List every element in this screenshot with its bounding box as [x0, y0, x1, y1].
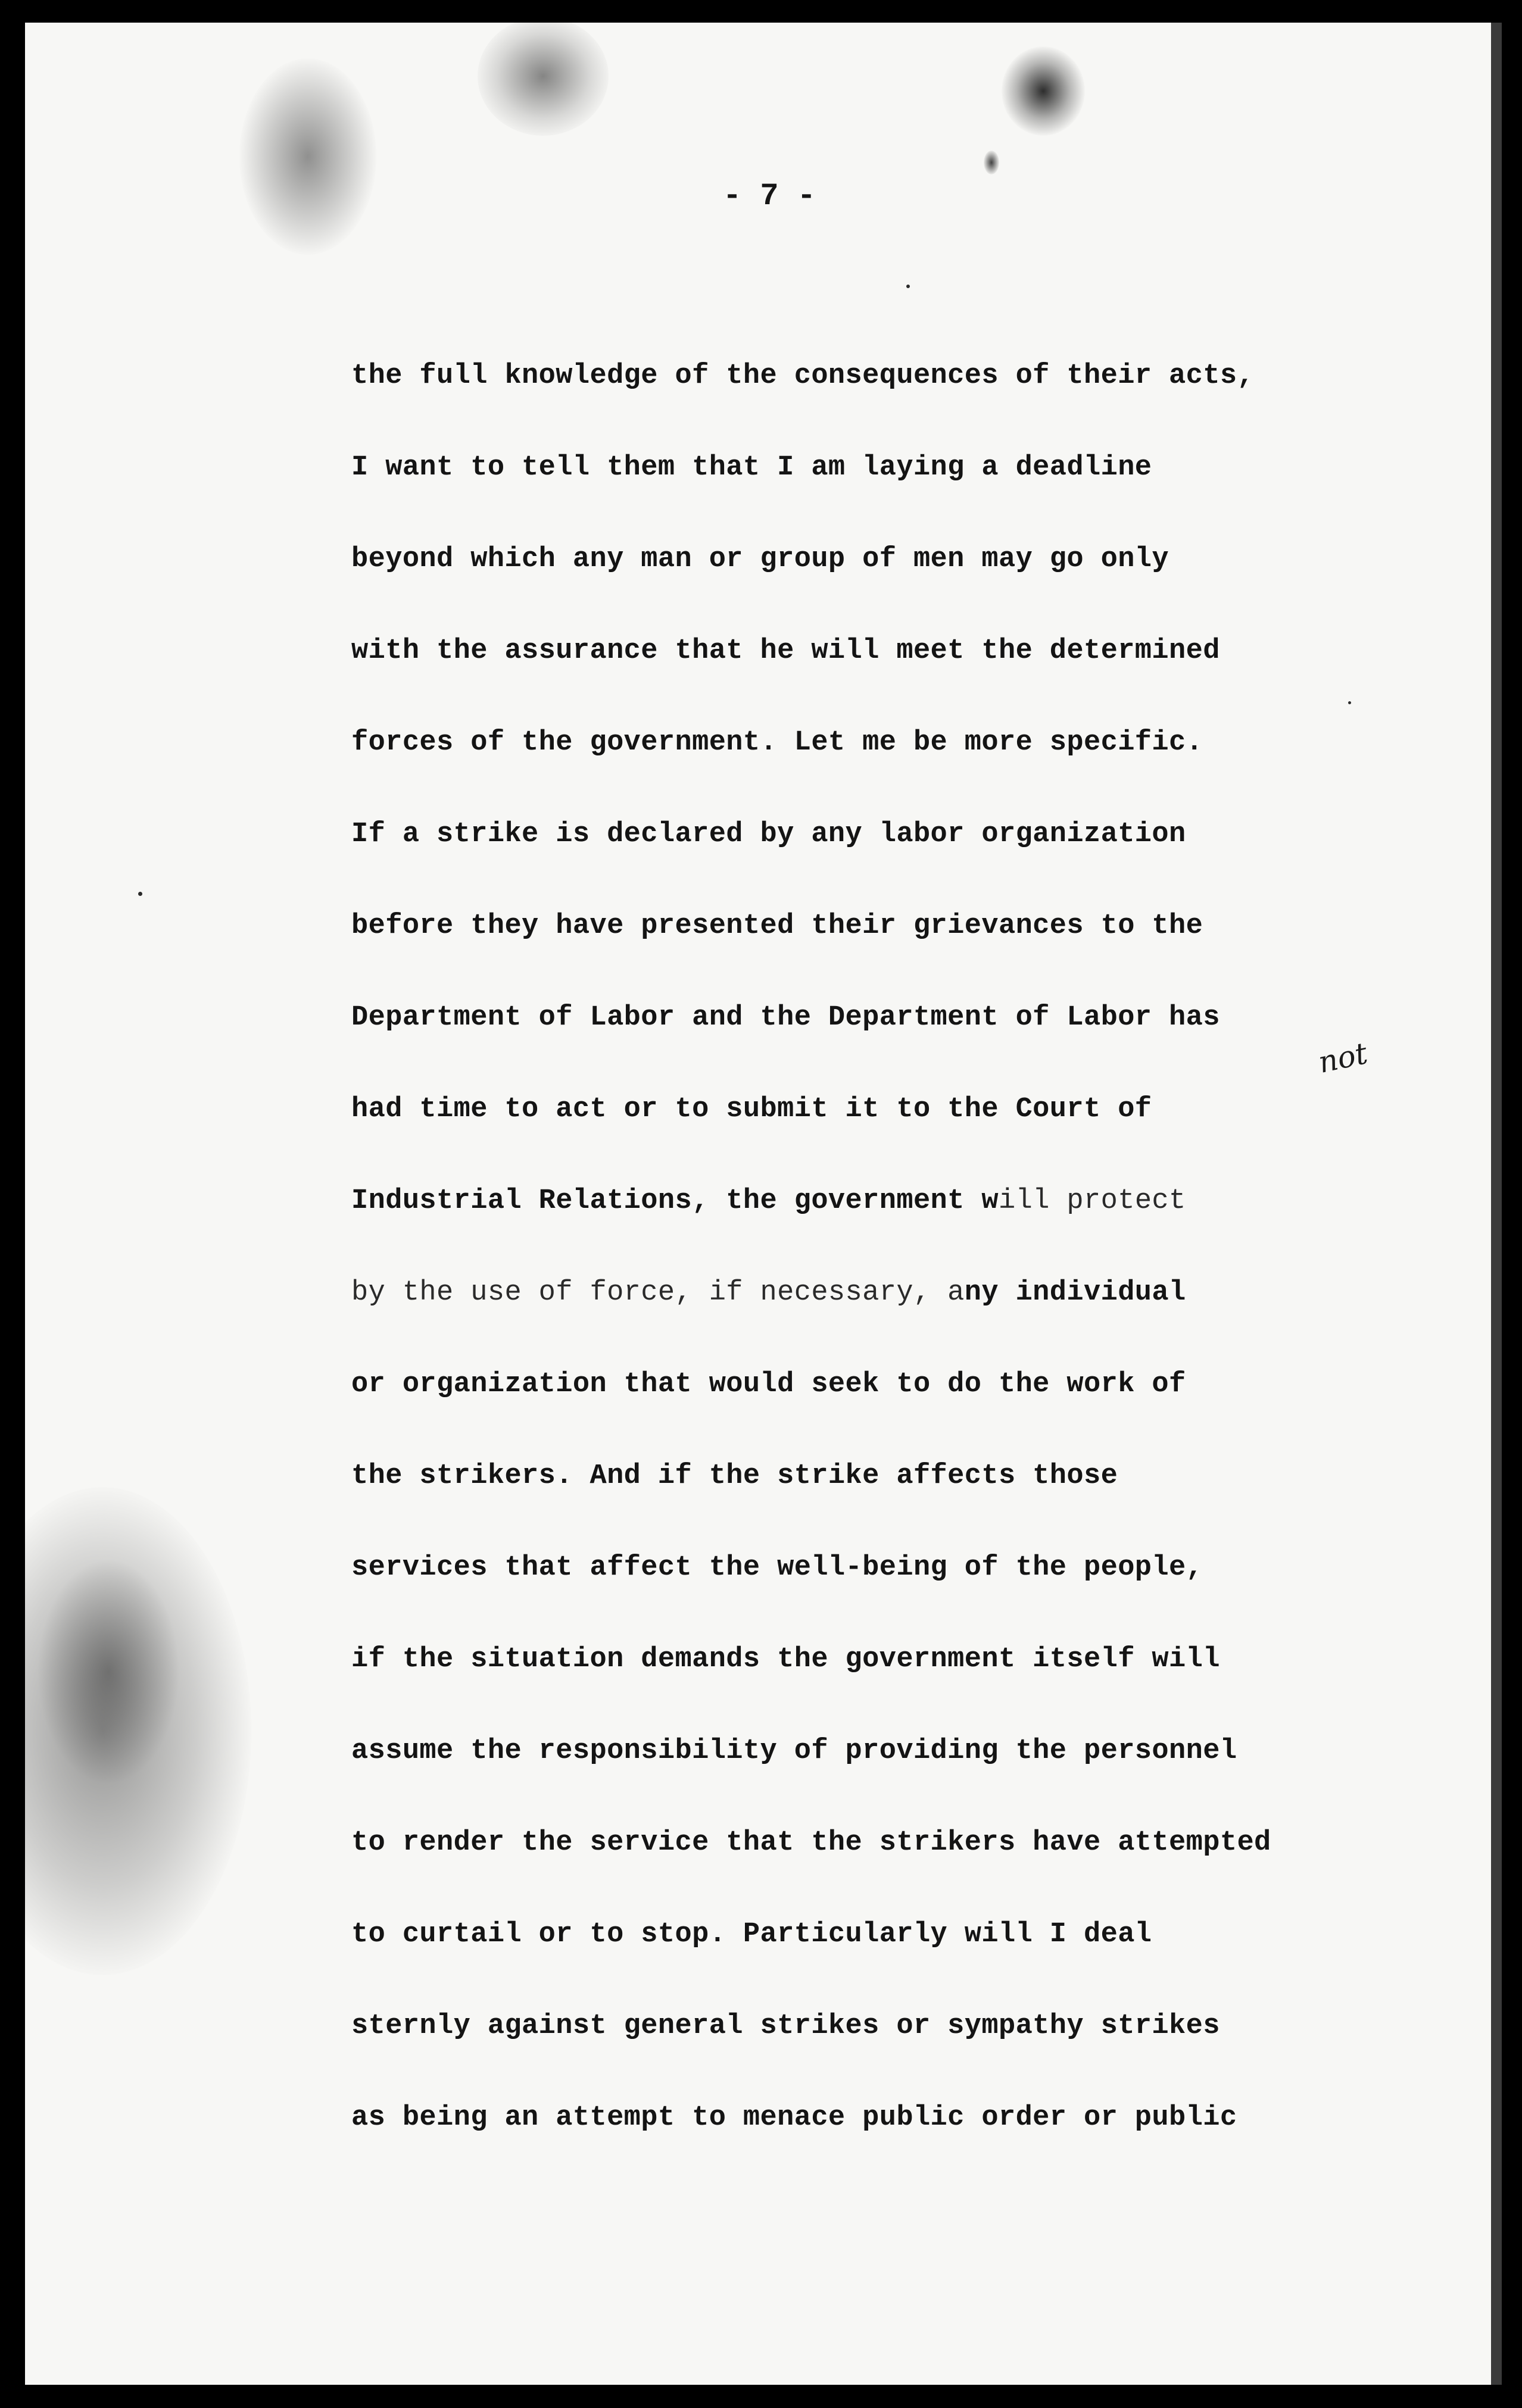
text-line: or organization that would seek to do the work of — [351, 1369, 1186, 1400]
text-line: sternly against general strikes or sympathy strikes — [351, 2010, 1220, 2042]
document-page — [25, 23, 1491, 2385]
text-line: to curtail or to stop. Particularly will I deal — [351, 1919, 1152, 1950]
dust-speck — [906, 285, 910, 288]
text-line: if the situation demands the government itself will — [351, 1644, 1220, 1675]
dust-speck — [138, 892, 142, 896]
text-line: I want to tell them that I am laying a deadline — [351, 452, 1152, 483]
text-line: to render the service that the strikers have attempted — [351, 1827, 1271, 1859]
ink-blot — [1002, 46, 1085, 136]
text-line: had time to act or to submit it to the Court of — [351, 1094, 1152, 1125]
text-line: the strikers. And if the strike affects those — [351, 1460, 1118, 1492]
text-line-mixed — [351, 1187, 1459, 1279]
typed-text-body — [351, 362, 1459, 2195]
text-line: assume the responsibility of providing the personnel — [351, 1735, 1237, 1767]
ink-smudge — [239, 58, 376, 255]
ink-smudge — [37, 1559, 180, 1785]
text-line: the full knowledge of the consequences of their acts, — [351, 360, 1255, 392]
page-number: - 7 - — [722, 179, 816, 214]
ink-smudge — [25, 1487, 251, 1975]
film-edge — [1491, 23, 1502, 2385]
ink-speck — [984, 151, 999, 174]
text-line: before they have presented their grievances to the — [351, 910, 1203, 942]
text-line-mixed — [351, 1279, 1459, 1370]
text-segment-light: ill protect — [998, 1185, 1186, 1217]
text-line: services that affect the well-being of the people, — [351, 1552, 1203, 1584]
text-line: as being an attempt to menace public order or public — [351, 2102, 1237, 2134]
text-segment-light: by the use of force, if necessary, a — [351, 1277, 965, 1308]
handwritten-annotation: not — [1315, 1036, 1371, 1080]
text-line: Department of Labor and the Department of Labor has — [351, 1002, 1220, 1033]
text-line: If a strike is declared by any labor organization — [351, 819, 1186, 850]
text-line: forces of the government. Let me be more specific. — [351, 727, 1203, 758]
text-segment-bold: Industrial Relations, the government w — [351, 1185, 999, 1217]
ink-smudge — [478, 23, 609, 136]
text-segment-bold: ny individual — [964, 1277, 1186, 1308]
text-line: beyond which any man or group of men may go only — [351, 544, 1169, 575]
text-line: with the assurance that he will meet the determined — [351, 635, 1220, 667]
